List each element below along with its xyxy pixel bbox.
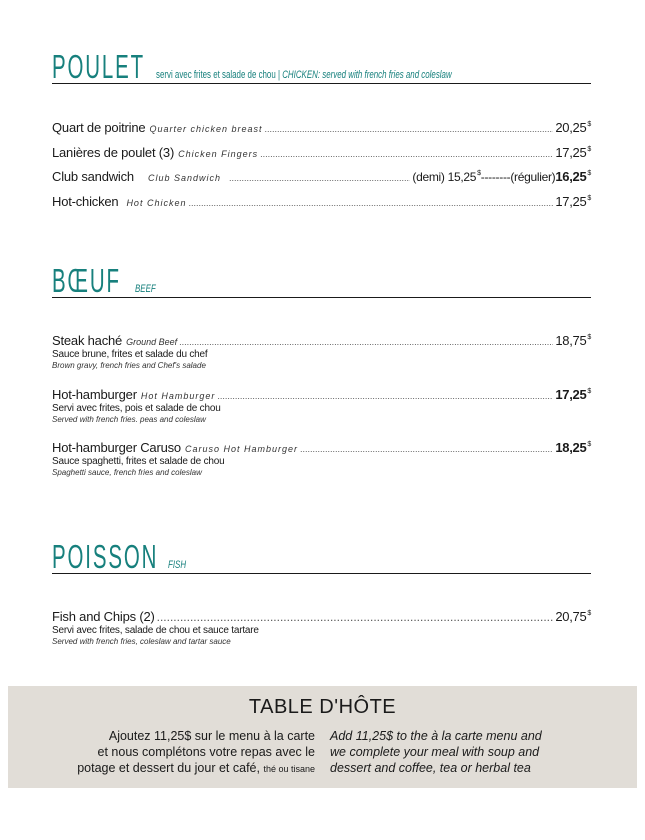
table-hote-english: Add 11,25$ to the à la carte menu and we complete your meal with soup and dessert and coffee, tea or herbal tea — [330, 729, 542, 775]
section-header — [52, 262, 591, 298]
section-title: POISSON — [52, 538, 159, 575]
section-subtitle: servi avec frites et salade de chou | CHICKEN: served with french fries and coleslaw — [156, 69, 452, 81]
table-hote-box — [8, 686, 637, 788]
menu-item: Hot-hamburger Caruso Caruso Hot Hamburger ..... 18,25$ Sauce spaghetti, frites et salade de chou Spaghetti sauce, french fries and coleslaw — [52, 440, 591, 478]
section-title: POULET — [52, 48, 146, 85]
section-header — [52, 538, 591, 574]
section-subtitle: BEEF — [135, 283, 156, 295]
menu-item: Hot-hamburger Hot Hamburger ..... 17,25$ Servi avec frites, pois et salade de chou Served with french fries. peas and coleslaw — [52, 387, 591, 425]
menu-item: Hot-chicken Hot Chicken ..... 17,25$ — [52, 194, 591, 210]
section-poisson — [52, 538, 591, 646]
section-boeuf — [52, 262, 591, 477]
section-title: BŒUF — [52, 262, 121, 299]
item-price-half: (demi) 15,25$--------(régulier) — [412, 170, 556, 184]
menu-item: Fish and Chips (2) ..... 20,75$ Servi avec frites, salade de chou et sauce tartare Served with french fries, coleslaw and tartar sauce — [52, 609, 591, 647]
item-price: 17,25$ — [555, 145, 591, 160]
item-price: 20,75$ — [555, 609, 591, 624]
item-price: 17,25$ — [555, 194, 591, 209]
menu-item: Lanières de poulet (3) Chicken Fingers ..... 17,25$ — [52, 145, 591, 161]
section-poulet — [52, 48, 591, 209]
table-hote-title: TABLE D'HÔTE — [248, 696, 397, 718]
menu-item: Steak haché Ground Beef ..... 18,75$ Sauce brune, frites et salade du chef Brown gravy, french fries and Chef's salade — [52, 333, 591, 371]
item-price: 20,25$ — [555, 120, 591, 135]
section-subtitle: FISH — [168, 559, 187, 571]
item-price: 17,25$ — [555, 387, 591, 402]
menu-item: Quart de poitrine Quarter chicken breast ..... 20,25$ — [52, 120, 591, 136]
table-hote-french: Ajoutez 11,25$ sur le menu à la carte et nous complétons votre repas avec le potage et dessert du jour et café, thé ou tisane — [77, 729, 315, 775]
menu-item: Club sandwich Club Sandwich ..... (demi) 15,25$--------(régulier) 16,25$ — [52, 169, 591, 185]
item-price: 18,25$ — [555, 440, 591, 455]
item-price: 18,75$ — [555, 333, 591, 348]
section-header — [52, 48, 591, 84]
item-price: 16,25$ — [555, 169, 591, 184]
